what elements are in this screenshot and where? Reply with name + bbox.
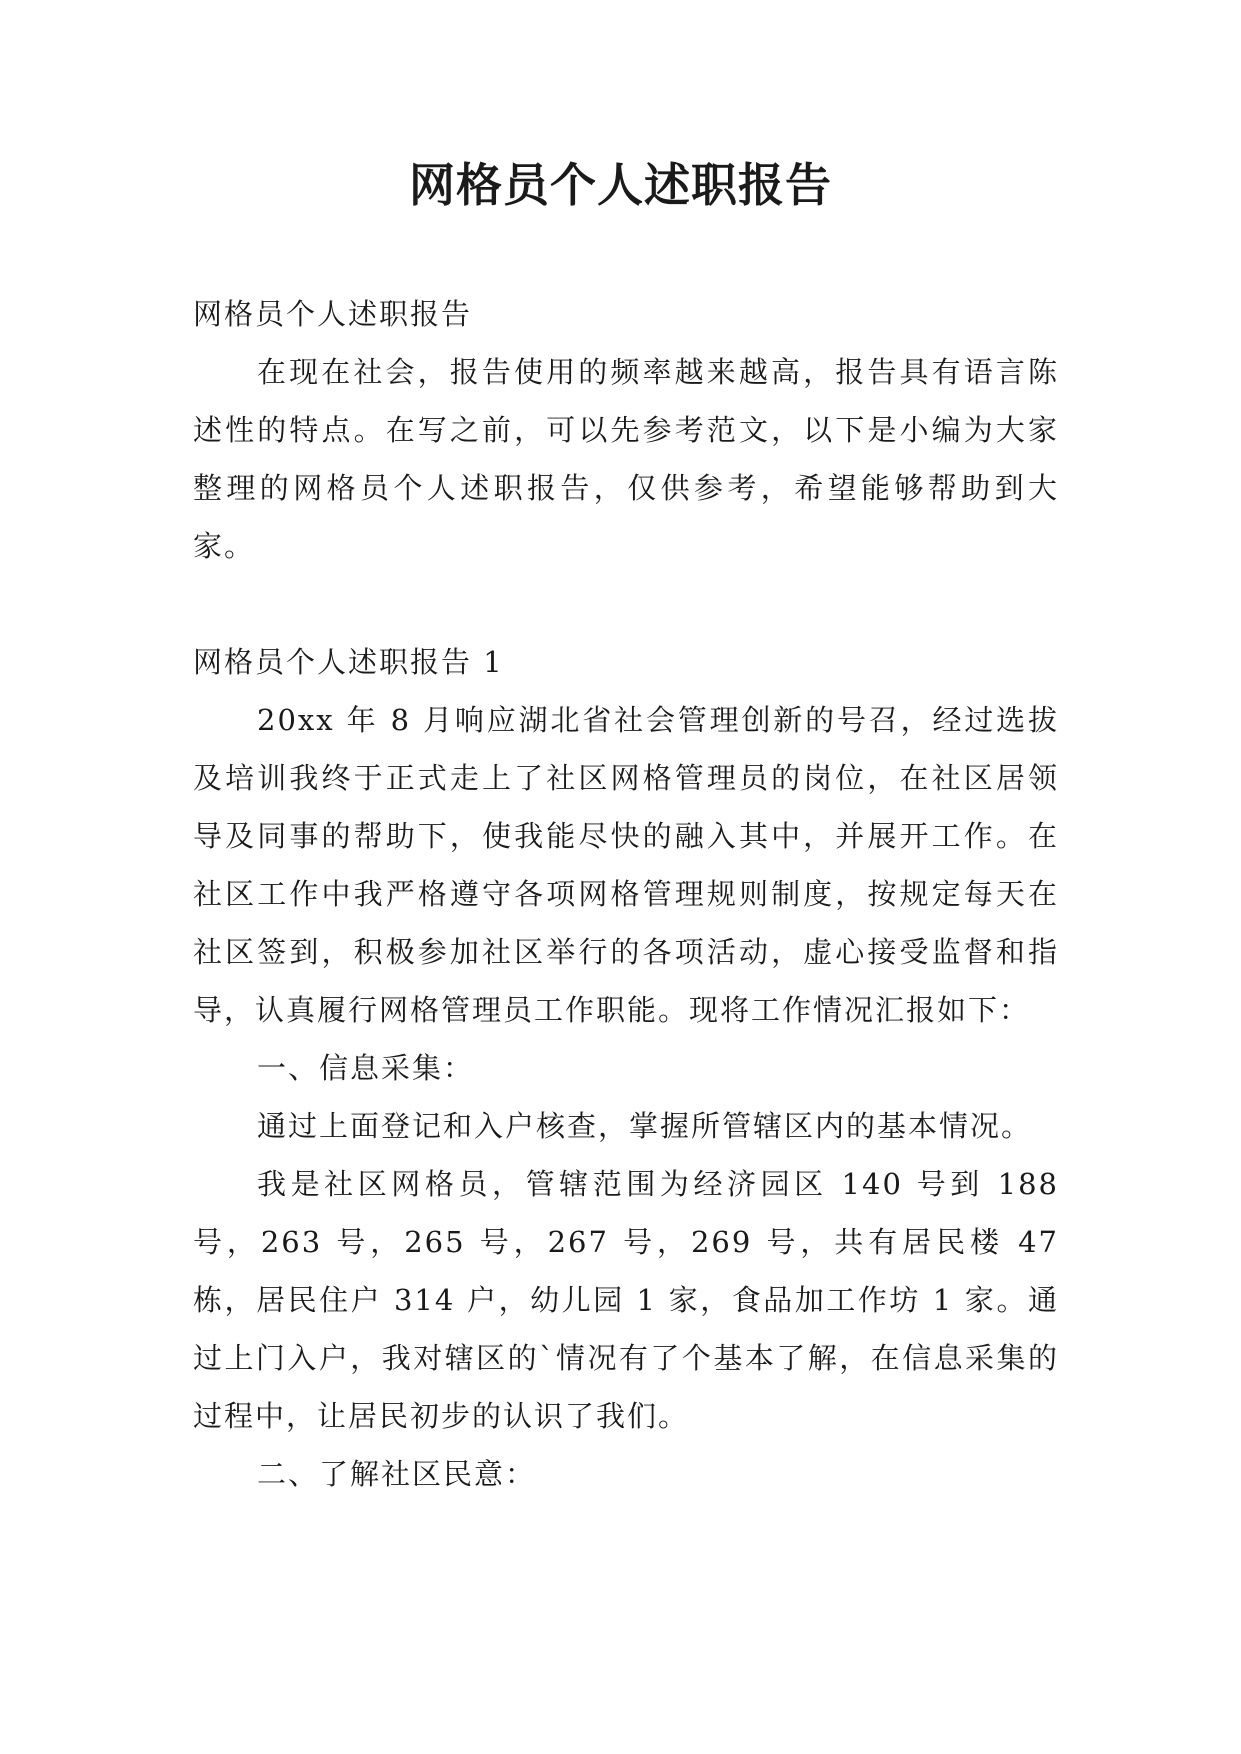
document-subtitle: 网格员个人述职报告 <box>193 297 473 331</box>
document-body <box>193 285 1059 1503</box>
intro-paragraph: 在现在社会，报告使用的频率越来越高，报告具有语言陈述性的特点。在写之前，可以先参考范文，以下是小编为大家整理的网格员个人述职报告，仅供参考，希望能够帮助到大家。 <box>193 355 1059 563</box>
section-title: 网格员个人述职报告 1 <box>193 645 504 679</box>
heading-info-collection: 一、信息采集： <box>257 1051 475 1085</box>
heading-community-opinion: 二、了解社区民意： <box>257 1457 537 1491</box>
body-paragraph: 20xx 年 8 月响应湖北省社会管理创新的号召，经过选拔及培训我终于正式走上了社区网格管理员的岗位，在社区居领导及同事的帮助下，使我能尽快的融入其中，并展开工作。在社区工作中我严格遵守各项网格管理规则制度，按规定每天在社区签到，积极参加社区举行的各项活动，虚心接受监督和指导，认真履行网格管理员工作职能。现将工作情况汇报如下： <box>193 703 1059 1027</box>
body-paragraph: 我是社区网格员，管辖范围为经济园区 140 号到 188 号，263 号，265 号，267 号，269 号，共有居民楼 47 栋，居民住户 314 户，幼儿园 1 家，食品加工作坊 1 家。通过上门入户，我对辖区的`情况有了个基本了解，在信息采集的过程中，让居民初步的认识了我们。 <box>193 1167 1059 1433</box>
document-title: 网格员个人述职报告 <box>409 158 832 212</box>
body-paragraph: 通过上面登记和入户核查，掌握所管辖区内的基本情况。 <box>257 1109 1033 1143</box>
section-gap <box>193 575 1059 633</box>
